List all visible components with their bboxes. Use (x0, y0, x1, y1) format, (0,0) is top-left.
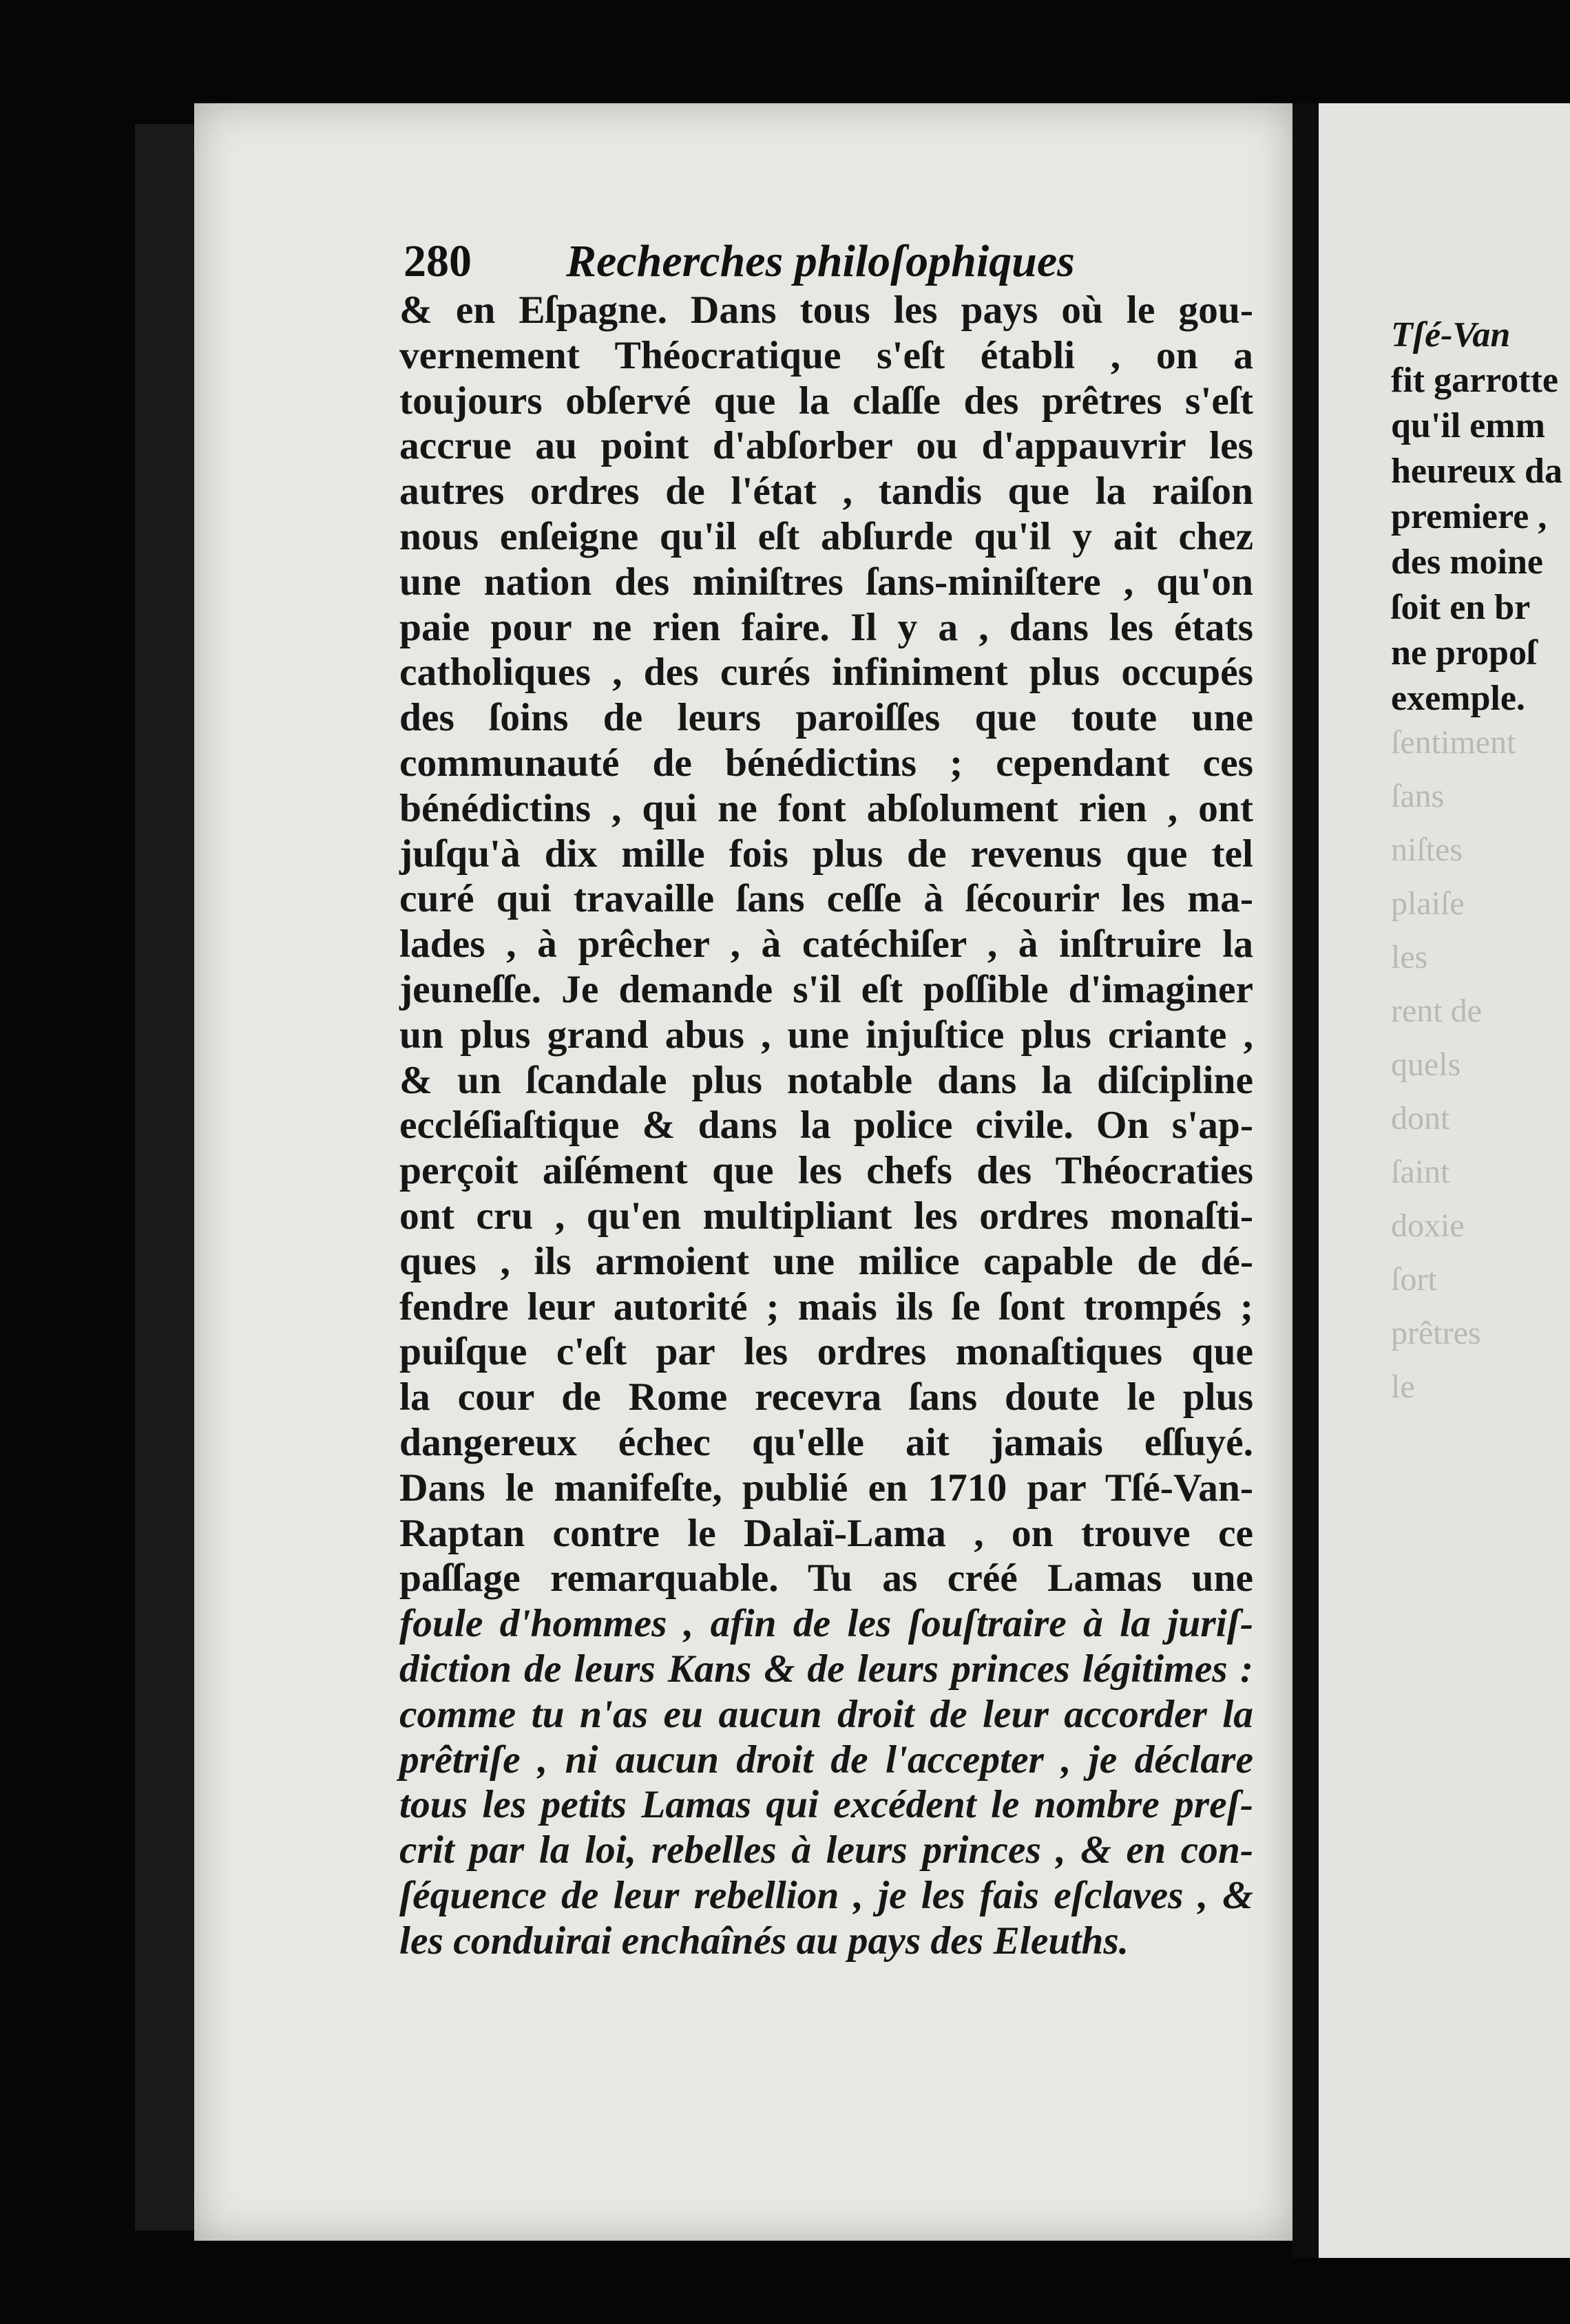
text-line: vernement Théocratique s'eſt établi , on a (399, 333, 1253, 377)
running-title: Recherches philoſophiques (566, 236, 1075, 286)
bleed-through-line: les (1391, 939, 1428, 975)
text-line: ont cru , qu'en multipliant les ordres monaſti- (399, 1194, 1253, 1238)
bleed-through-line: niſtes (1391, 832, 1463, 868)
right-text-line: des moine (1391, 542, 1543, 582)
right-page-text (1391, 313, 1570, 721)
bleed-through-line: ſans (1391, 778, 1445, 814)
page-number: 280 (404, 236, 472, 286)
text-line: eccléſiaſtique & dans la police civile. On s'ap- (399, 1103, 1253, 1148)
text-line: fendre leur autorité ; mais ils ſe ſont trompés ; (399, 1285, 1253, 1329)
bleed-through-line: ſaint (1391, 1154, 1450, 1190)
text-line: dangereux échec qu'elle ait jamais eſſuyé. (399, 1420, 1253, 1464)
text-line: des ſoins de leurs paroiſſes que toute une (399, 696, 1253, 740)
running-head (404, 235, 1127, 290)
text-line: perçoit aiſément que les chefs des Théocraties (399, 1149, 1253, 1193)
text-line: lades , à prêcher , à catéchiſer , à inſtruire la (399, 922, 1253, 966)
text-line: puiſque c'eſt par les ordres monaſtiques que (399, 1330, 1253, 1374)
quote-line: prêtriſe , ni aucun droit de l'accepter , je déclare (399, 1737, 1253, 1782)
text-line: Dans le manifeſte, publié en 1710 par Tſé-Van- (399, 1466, 1253, 1510)
right-text-line: premiere , (1391, 497, 1547, 536)
bleed-through-line: rent de (1391, 993, 1482, 1029)
right-text-line: heureux da (1391, 452, 1562, 491)
text-line: la cour de Rome recevra ſans doute le plus (399, 1375, 1253, 1419)
text-line: bénédictins , qui ne font abſolument rien , ont (399, 786, 1253, 830)
text-line: curé qui travaille ſans ceſſe à ſécourir les ma- (399, 877, 1253, 921)
quote-line: comme tu n'as eu aucun droit de leur accorder la (399, 1692, 1253, 1736)
bleed-through-line: le (1391, 1369, 1415, 1405)
bleed-through-text (1391, 716, 1570, 1414)
text-line: juſqu'à dix mille fois plus de revenus que tel (399, 832, 1253, 876)
text-line: autres ordres de l'état , tandis que la raiſon (399, 469, 1253, 514)
text-line: catholiques , des curés infiniment plus occupés (399, 651, 1253, 695)
bleed-through-line: plaiſe (1391, 885, 1465, 922)
quote-line: tous les petits Lamas qui excédent le nombre preſ- (399, 1783, 1253, 1827)
right-text-line: ſoit en br (1391, 588, 1531, 627)
text-line: & en Eſpagne. Dans tous les pays où le gou- (399, 288, 1253, 332)
bleed-through-line: dont (1391, 1100, 1450, 1137)
bleed-through-line: ſort (1391, 1261, 1437, 1298)
right-text-line: Tſé-Van (1391, 315, 1511, 355)
quote-line: diction de leurs Kans & de leurs princes légitimes : (399, 1647, 1253, 1691)
left-board-edge (135, 124, 197, 2230)
text-line: un plus grand abus , une injuſtice plus criante , (399, 1013, 1253, 1057)
text-line: ques , ils armoient une milice capable de dé- (399, 1239, 1253, 1283)
text-line: jeuneſſe. Je demande s'il eſt poſſible d'imaginer (399, 967, 1253, 1011)
text-line: Raptan contre le Dalaï-Lama , on trouve ce (399, 1511, 1253, 1555)
bleed-through-line: quels (1391, 1046, 1461, 1083)
text-line: nous enſeigne qu'il eſt abſurde qu'il y ait chez (399, 514, 1253, 558)
page-body-text (399, 288, 1253, 1963)
quote-line: crit par la loi, rebelles à leurs princes , & en con- (399, 1828, 1253, 1872)
bleed-through-line: ſentiment (1391, 724, 1516, 761)
right-text-line: fit garrotte (1391, 361, 1559, 400)
text-line: une nation des miniſtres ſans-miniſtere , qu'on (399, 560, 1253, 604)
quote-line: ſéquence de leur rebellion , je les fais eſclaves , & (399, 1873, 1253, 1917)
bleed-through-line: doxie (1391, 1207, 1465, 1244)
book-gutter (1292, 103, 1319, 2258)
right-text-line: qu'il emm (1391, 406, 1545, 445)
text-line: communauté de bénédictins ; cependant ces (399, 741, 1253, 785)
text-line: paſſage remarquable. Tu as créé Lamas une (399, 1556, 1253, 1601)
quote-line: foule d'hommes , afin de les ſouſtraire à la juriſ- (399, 1602, 1253, 1646)
text-line: & un ſcandale plus notable dans la diſcipline (399, 1058, 1253, 1102)
text-line: toujours obſervé que la claſſe des prêtres s'eſt (399, 379, 1253, 423)
quote-line: les conduirai enchaînés au pays des Eleuths. (399, 1919, 1129, 1963)
text-line: accrue au point d'abſorber ou d'appauvrir les (399, 424, 1253, 468)
bleed-through-line: prêtres (1391, 1315, 1481, 1351)
text-line: paie pour ne rien faire. Il y a , dans les états (399, 605, 1253, 649)
right-text-line: ne propoſ (1391, 633, 1537, 673)
right-text-line: exemple. (1391, 679, 1525, 718)
